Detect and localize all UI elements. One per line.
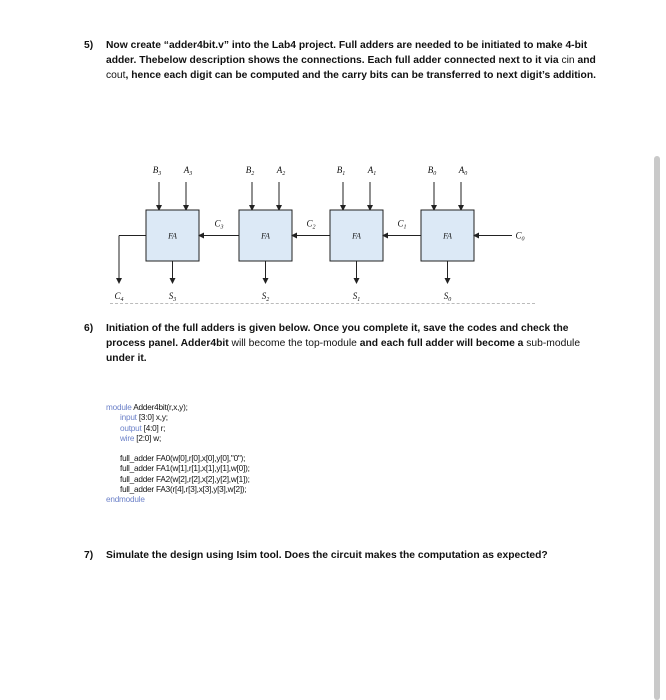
sum-label-3: $S_3$ <box>168 291 177 303</box>
sum-label-2: $S_2$ <box>261 291 270 303</box>
input-label-b3: $B_3$ <box>152 165 162 177</box>
question-6-text <box>106 321 599 366</box>
kw-module: module <box>106 403 132 412</box>
vertical-scrollbar[interactable] <box>654 156 660 700</box>
code-line-5: full_adder FA0(w[0],r[0],x[0],y[0],"0"); <box>120 454 246 464</box>
kw-wire: wire <box>120 433 135 443</box>
q6-t3: top-module <box>305 338 357 349</box>
kw-endmodule: endmodule <box>106 495 145 505</box>
carry-label-0: $C_0$ <box>515 230 525 243</box>
input-label-b1: $B_1$ <box>336 165 346 177</box>
input-label-a1: $A_1$ <box>367 165 377 177</box>
question-6 <box>84 321 599 366</box>
question-5-number: 5) <box>84 40 94 51</box>
code-line-1 <box>106 403 250 413</box>
sum-label-0: $S_0$ <box>443 291 452 303</box>
carry-label-1: $C_1$ <box>397 218 407 231</box>
adder-diagram <box>0 0 666 320</box>
q5-cin: cin <box>561 55 575 66</box>
code-line-8: full_adder FA3(r[4],r[3],x[3],y[3],w[2]); <box>120 485 247 495</box>
input-label-a0: $A_0$ <box>458 165 468 177</box>
q5-text-b: , hence each digit can be computed and the carry bits can be transferred to next digit’s addition. <box>125 70 596 81</box>
code-l2: [3:0] x,y; <box>136 413 168 423</box>
code-line-4 <box>106 434 250 444</box>
q6-t1: Initiation of the full adders is given below. Once you complete it, save the codes and check the process panel. Adder4bit <box>106 323 569 349</box>
full-adder-label-2: FA <box>261 231 270 241</box>
code-line-3 <box>106 424 250 434</box>
q5-and: and <box>574 55 596 66</box>
question-7-number: 7) <box>84 550 94 561</box>
code-line-6: full_adder FA1(w[1],r[1],x[1],y[1],w[0]); <box>120 464 250 474</box>
question-7-text: Simulate the design using Isim tool. Does the circuit makes the computation as expected? <box>106 550 548 561</box>
q6-t6: under it. <box>106 353 147 364</box>
q6-t2: will become the <box>228 338 306 349</box>
q5-text-a: Now create “adder4bit.v” into the Lab4 project. Full adders are needed to be initiated to make 4-bit adder. Thebelow description shows the connections. Each full adder connected next to it via <box>106 40 588 66</box>
kw-input: input <box>120 413 137 423</box>
question-7 <box>84 548 599 563</box>
q6-t5: sub-module <box>526 338 581 349</box>
code-l3: [4:0] r; <box>141 423 166 433</box>
input-label-b0: $B_0$ <box>427 165 437 177</box>
diagram-bottom-dashed-line <box>110 303 535 304</box>
q5-cout: cout <box>106 70 126 81</box>
question-6-number: 6) <box>84 323 94 334</box>
code-line-7: full_adder FA2(w[2],r[2],x[2],y[2],w[1]); <box>120 474 250 484</box>
input-label-a2: $A_2$ <box>276 165 286 177</box>
kw-output: output <box>120 423 142 433</box>
code-line-2 <box>106 413 250 423</box>
carry-label-4: $C_4$ <box>114 291 124 303</box>
full-adder-label-0: FA <box>443 231 452 241</box>
q6-t4: and each full adder will become a <box>356 338 527 349</box>
full-adder-label-1: FA <box>352 231 361 241</box>
code-l4: [2:0] w; <box>134 433 162 443</box>
input-label-b2: $B_2$ <box>245 165 255 177</box>
carry-label-3: $C_3$ <box>214 218 224 231</box>
input-label-a3: $A_3$ <box>183 165 193 177</box>
code-l1: Adder4bit(r,x,y); <box>131 403 188 412</box>
verilog-code-block <box>106 403 250 506</box>
full-adder-label-3: FA <box>168 231 177 241</box>
carry-label-2: $C_2$ <box>306 218 316 231</box>
sum-label-1: $S_1$ <box>352 291 361 303</box>
